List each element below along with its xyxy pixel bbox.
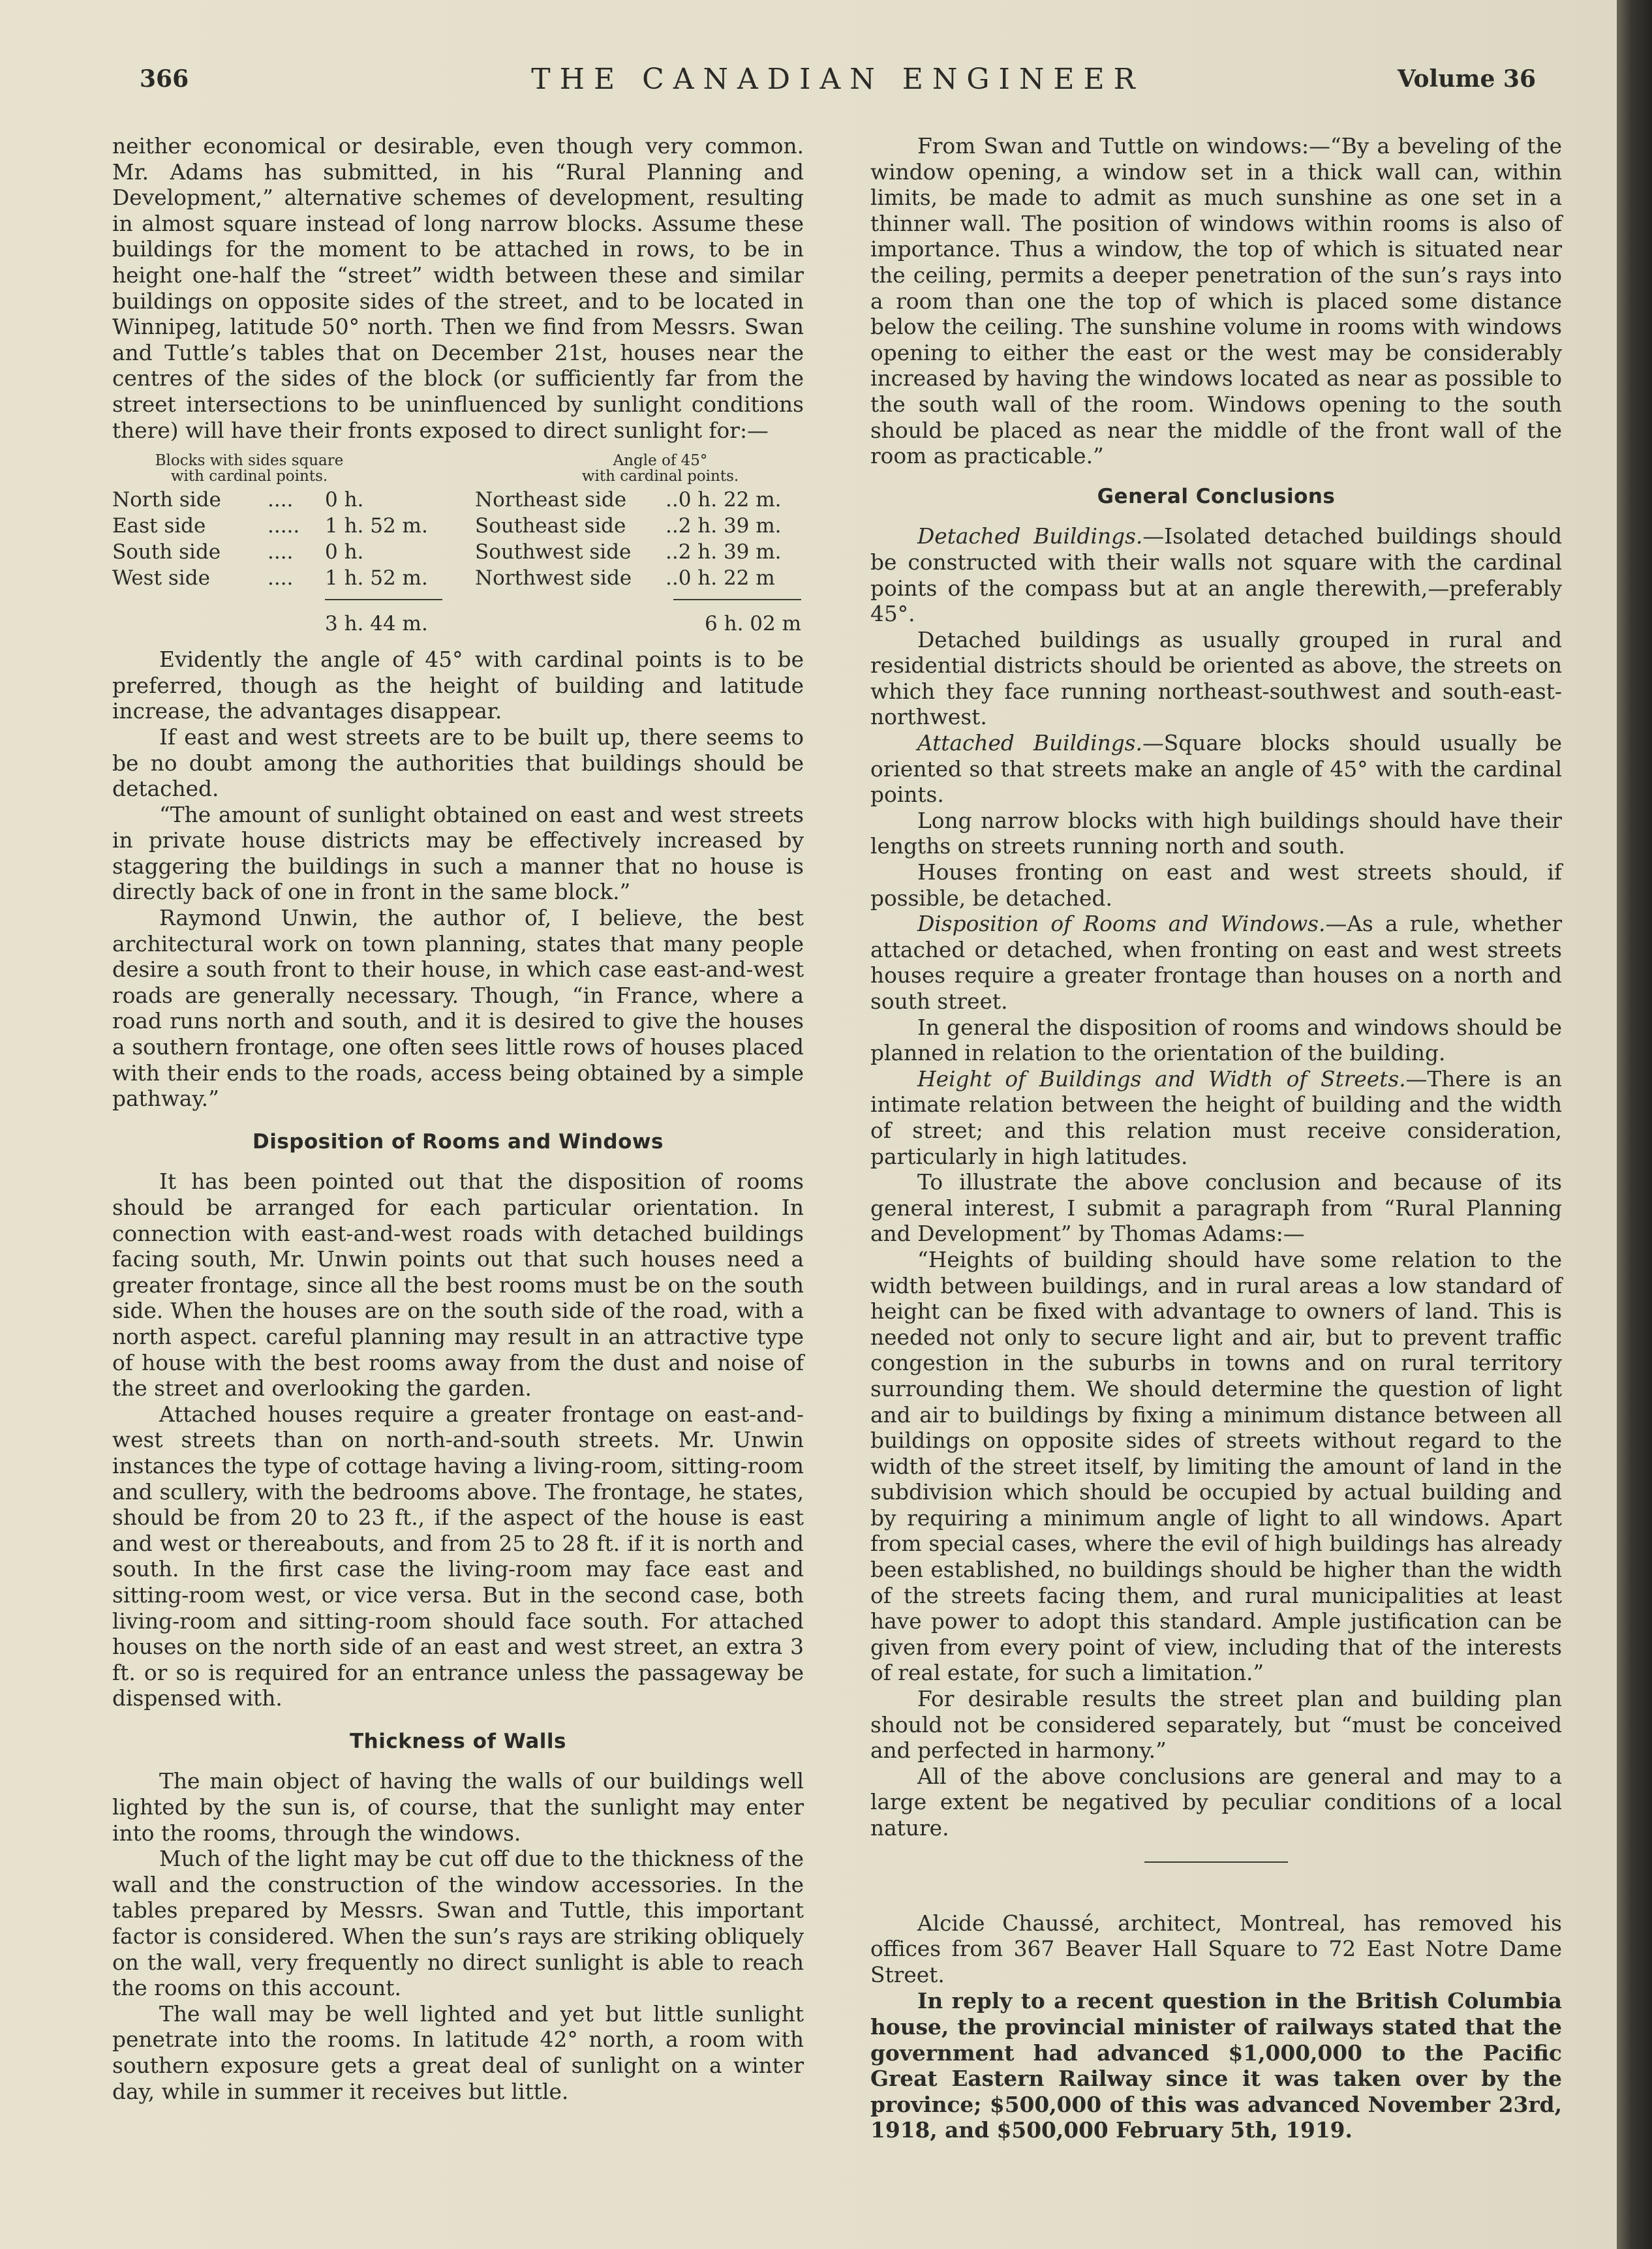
paragraph: Evidently the angle of 45° with cardinal points is to be preferred, though as the height of building and latitude increase, the advantages disappear.	[112, 647, 804, 724]
table-row	[112, 565, 804, 591]
paragraph: For desirable results the street plan and building plan should not be considered separately, but “must be conceived and perfected in harmony.”	[870, 1687, 1562, 1764]
table-row	[112, 539, 804, 565]
table-row	[112, 513, 804, 539]
leader-dots: .....	[268, 514, 300, 538]
angle-value: ..2 h. 39 m.	[665, 514, 782, 538]
side-label-angle: Southeast side	[475, 514, 626, 538]
paragraph: Raymond Unwin, the author of, I believe, the best architectural work on town planning, states that many people desire a south front to their house, in which case east-and-west roads are generally necessary. Though, “in France, where a road runs north and south, and it is desired to give the houses a southern frontage, one often sees little rows of houses placed with their ends to the roads, access being obtained by a simple pathway.”	[112, 906, 804, 1112]
paragraph: All of the above conclusions are general and may to a large extent be negatived by peculiar conditions of a local nature.	[870, 1764, 1562, 1841]
paragraph: The main object of having the walls of our buildings well lighted by the sun is, of course, that the sunlight may enter into the rooms, through the windows.	[112, 1769, 804, 1846]
leader-dots: ....	[268, 566, 294, 590]
paragraph: Long narrow blocks with high buildings should have their lengths on streets running north and south.	[870, 808, 1562, 859]
total-rules	[112, 591, 804, 607]
paragraph-text: —Isolated detached buildings should be constructed with their walls not square with the cardinal points of the compass but at an angle therewith,—preferably 45°.	[870, 524, 1562, 627]
paragraph: Much of the light may be cut off due to the thickness of the wall and the construction of the window accessories. In the tables prepared by Messrs. Swan and Tuttle, this important factor is considered. When the sun’s rays are striking obliquely on the wall, very frequently no direct sunlight is able to reach the rooms on this account.	[112, 1846, 804, 2001]
section-heading: General Conclusions	[1097, 484, 1336, 508]
run-in-heading: Disposition of Rooms and Windows.	[917, 911, 1326, 937]
section-heading: Disposition of Rooms and Windows	[252, 1129, 664, 1154]
paragraph: It has been pointed out that the disposition of rooms should be arranged for each particular orientation. In connection with east-and-west roads with detached buildings facing south, Mr. Unwin points out that such houses need a greater frontage, since all the best rooms must be on the south side. When the houses are on the south side of the road, with a north aspect. careful planning may result in an attractive type of house with the best rooms away from the dust and noise of the street and overlooking the garden.	[112, 1169, 804, 1401]
total-rule	[325, 599, 442, 600]
quotation: “Heights of building should have some relation to the width between buildings, and in rural areas a low standard of height can be fixed with advantage to owners of land. This is needed not only to secure light and air, but to prevent traffic congestion in the suburbs in towns and on rural territory surrounding them. We should determine the question of light and air to buildings by fixing a minimum distance between all buildings on opposite sides of streets without regard to the width of the street itself, by limiting the amount of land in the subdivision which should be occupied by actual building and by requiring a minimum angle of light to all windows. Apart from special cases, where the evil of high buildings has already been established, no buildings should be higher than the width of the streets facing them, and rural municipalities at least have power to adopt this standard. Ample justification can be given from every point of view, including that of the interests of real estate, for such a limitation.”	[870, 1247, 1562, 1686]
table-total-row	[112, 607, 804, 642]
volume-label: Volume 36	[1397, 65, 1536, 93]
right-column	[870, 134, 1562, 2143]
journal-title: THE CANADIAN ENGINEER	[531, 63, 1144, 96]
side-label: West side	[112, 566, 210, 590]
square-value: 0 h.	[325, 540, 364, 564]
angle-value: ..2 h. 39 m.	[665, 540, 782, 564]
side-label-angle: Northeast side	[475, 488, 627, 512]
side-label-angle: Northwest side	[475, 566, 632, 590]
section-separator	[1144, 1861, 1288, 1863]
angle-value: ..0 h. 22 m.	[665, 488, 782, 512]
paragraph: Attached houses require a greater frontage on east-and-west streets than on north-and-south streets. Mr. Unwin instances the type of cottage having a living-room, sitting-room and scullery, with the bedrooms above. The frontage, he states, should be from 20 to 23 ft., if the aspect of the house is east and west or thereabouts, and from 25 to 28 ft. if it is north and south. In the first case the living-room may face east and sitting-room west, or vice versa. But in the second case, both living-room and sitting-room should face south. For attached houses on the north side of an east and west street, an extra 3 ft. or so is required for an entrance unless the passageway be dispensed with.	[112, 1401, 804, 1711]
paragraph	[870, 524, 1562, 627]
paragraph: The wall may be well lighted and yet but little sunlight penetrate into the rooms. In latitude 42° north, a room with southern exposure gets a great deal of sunlight on a winter day, while in summer it receives but little.	[112, 2001, 804, 2104]
run-in-heading: Detached Buildings.	[917, 524, 1143, 549]
leader-dots: ....	[268, 540, 294, 564]
total-angle: 6 h. 02 m	[705, 612, 801, 636]
run-in-heading: Attached Buildings.	[917, 731, 1142, 756]
run-in-heading: Height of Buildings and Width of Streets.	[917, 1066, 1406, 1092]
leader-dots: ....	[268, 488, 294, 512]
paragraph	[870, 1067, 1562, 1170]
square-value: 0 h.	[325, 488, 364, 512]
paragraph-text: —Square blocks should usually be oriented so that streets make an angle of 45° with the cardinal points.	[870, 731, 1562, 808]
paragraph: neither economical or desirable, even though very common. Mr. Adams has submitted, in his “Rural Planning and Development,” alternative schemes of development, resulting in almost square instead of long narrow blocks. Assume these buildings for the moment to be attached in rows, to be in height one-half the “street” width between these and similar buildings on opposite sides of the street, and to be located in Winnipeg, latitude 50° north. Then we find from Messrs. Swan and Tuttle’s tables that on December 21st, houses near the centres of the sides of the block (or sufficiently far from the street intersections to be uninfluenced by sunlight conditions there) will have their fronts exposed to direct sunlight for:—	[112, 134, 804, 443]
sunlight-table	[112, 453, 804, 642]
paragraph: To illustrate the above conclusion and because of its general interest, I submit a paragraph from “Rural Planning and Development” by Thomas Adams:—	[870, 1170, 1562, 1247]
paragraph: Houses fronting on east and west streets should, if possible, be detached.	[870, 860, 1562, 911]
side-label: North side	[112, 488, 221, 512]
square-value: 1 h. 52 m.	[325, 566, 428, 590]
angle-value: ..0 h. 22 m	[665, 566, 775, 590]
side-label: East side	[112, 514, 206, 538]
paragraph-text: —There is an intimate relation between the height of building and the width of street; and this relation must receive consideration, particularly in high latitudes.	[870, 1066, 1562, 1169]
paragraph	[870, 911, 1562, 1015]
total-rule	[673, 599, 801, 600]
running-header	[140, 65, 1536, 104]
paragraph: From Swan and Tuttle on windows:—“By a beveling of the window opening, a window set in a thick wall can, within limits, be made to admit as much sunshine as one set in a thinner wall. The position of windows within rooms is also of importance. Thus a window, the top of which is situated near the ceiling, permits a deeper penetration of the sun’s rays into a room than one the top of which is placed some distance below the ceiling. The sunshine volume in rooms with windows opening to either the east or the west may be considerably increased by having the windows located as near as possible to the south wall of the room. Windows opening to the south should be placed as near the middle of the front wall of the room as practicable.”	[870, 134, 1562, 469]
section-heading: Thickness of Walls	[350, 1729, 566, 1753]
paragraph: Detached buildings as usually grouped in rural and residential districts should be oriented as above, the streets on which they face running northeast-southwest and south-east-northwest.	[870, 627, 1562, 730]
paragraph: If east and west streets are to be built up, there seems to be no doubt among the authorities that buildings should be detached.	[112, 724, 804, 802]
news-item: Alcide Chaussé, architect, Montreal, has removed his offices from 367 Beaver Hall Square to 72 East Notre Dame Street.	[870, 1910, 1562, 1987]
left-column	[112, 134, 804, 2105]
total-square: 3 h. 44 m.	[325, 612, 428, 636]
side-label-angle: Southwest side	[475, 540, 632, 564]
side-label: South side	[112, 540, 221, 564]
paragraph	[870, 731, 1562, 808]
paragraph: In general the disposition of rooms and windows should be planned in relation to the orientation of the building.	[870, 1015, 1562, 1066]
news-item: In reply to a recent question in the British Columbia house, the provincial minister of railways stated that the government had advanced $1,000,000 to the Pacific Great Eastern Railway since it was taken over by the province; $500,000 of this was advanced November 23rd, 1918, and $500,000 February 5th, 1919.	[870, 1988, 1562, 2143]
table-head-angle: Angle of 45° with cardinal points.	[581, 452, 739, 485]
table-head-square: Blocks with sides square with cardinal points.	[155, 452, 344, 485]
page-number: 366	[140, 65, 189, 93]
square-value: 1 h. 52 m.	[325, 514, 428, 538]
table-row	[112, 487, 804, 513]
paragraph-text: —As a rule, whether attached or detached, when fronting on east and west streets houses require a greater frontage than houses on a north and south street.	[870, 911, 1562, 1014]
paragraph: “The amount of sunlight obtained on east and west streets in private house districts may be effectively increased by staggering the buildings in such a manner that no house is directly back of one in front in the same block.”	[112, 802, 804, 905]
book-spine-shadow	[1617, 0, 1652, 2249]
